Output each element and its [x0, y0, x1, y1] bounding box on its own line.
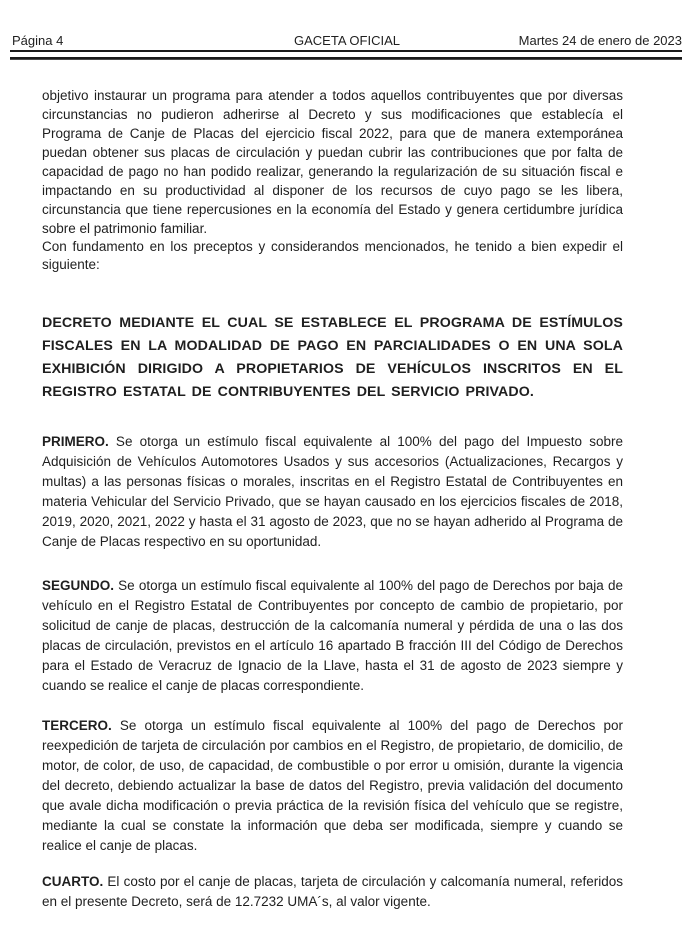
page-number: Página 4 — [12, 33, 64, 48]
document-body — [42, 86, 623, 912]
decree-title: DECRETO MEDIANTE EL CUAL SE ESTABLECE EL PROGRAMA DE ESTÍMULOS FISCALES EN LA MODALIDAD DE PAGO EN PARCIALIDADES O EN UNA SOLA EXHIBICIÓN DIRIGIDO A PROPIETARIOS DE VEHÍCULOS INSCRITOS EN EL REGISTRO ESTATAL DE CONTRIBUYENTES DEL SERVICIO PRIVADO. — [42, 315, 623, 400]
article-cuarto-lead: CUARTO. — [42, 874, 104, 889]
header-double-rule — [10, 50, 682, 59]
article-segundo-text: Se otorga un estímulo fiscal equivalente al 100% del pago de Derechos por baja de vehículo en el Registro Estatal de Contribuyentes por concepto de cambio de propietario, por solicitud de canje de placas, destrucción de la calcomanía numeral y pérdida de una o las dos placas de circulación, previstos en el artículo 16 apartado B fracción III del Código de Derechos para el Estado de Veracruz de Ignacio de la Llave, hasta el 31 de agosto de 2023 siempre y cuando se realice el canje de placas correspondiente. — [42, 578, 623, 693]
intro-paragraph: objetivo instaurar un programa para atender a todos aquellos contribuyentes que por diversas circunstancias no pudieron adherirse al Decreto y sus modificaciones que establecía el Programa de Canje de Placas del ejercicio fiscal 2022, para que de manera extemporánea puedan obtener sus placas de circulación y puedan cubrir las contribuciones que por falta de capacidad de pago no han podido realizar, generando la regularización de su situación fiscal e impactando en su productividad al disponer de los recursos de cuyo pago se les libera, circunstancia que tiene repercusiones en la economía del Estado y genera certidumbre jurídica sobre el patrimonio familiar. — [42, 88, 623, 236]
article-segundo — [42, 576, 623, 696]
gazette-title: GACETA OFICIAL — [294, 33, 400, 48]
page-header — [12, 33, 682, 49]
article-tercero — [42, 716, 623, 856]
article-cuarto — [42, 872, 623, 912]
article-tercero-text: Se otorga un estímulo fiscal equivalente al 100% del pago de Derechos por reexpedición de tarjeta de circulación por cambios en el Registro, de propietario, de domicilio, de motor, de color, de uso, de capacidad, de combustible o por error u omisión, durante la vigencia del decreto, debiendo actualizar la base de datos del Registro, previa validación del documento que avale dicha modificación o previa práctica de la revisión física del vehículo que se registre, mediante la cual se constate la información que deba ser modificada, siempre y cuando se realice el canje de placas. — [42, 718, 623, 853]
article-segundo-lead: SEGUNDO. — [42, 578, 115, 593]
article-primero-text: Se otorga un estímulo fiscal equivalente al 100% del pago del Impuesto sobre Adquisición de Vehículos Automotores Usados y sus accesorios (Actualizaciones, Recargos y multas) a las personas físicas o morales, inscritas en el Registro Estatal de Contribuyentes en materia Vehicular del Servicio Privado, que se hayan causado en los ejercicios fiscales de 2018, 2019, 2020, 2021, 2022 y hasta el 31 agosto de 2023, que no se hayan adherido al Programa de Canje de Placas respectivo en su oportunidad. — [42, 434, 623, 549]
header-date: Martes 24 de enero de 2023 — [518, 33, 682, 48]
article-primero — [42, 432, 623, 552]
article-tercero-lead: TERCERO. — [42, 718, 112, 733]
header-thin-rule — [10, 59, 682, 60]
article-cuarto-text: El costo por el canje de placas, tarjeta de circulación y calcomanía numeral, referidos en el presente Decreto, será de 12.7232 UMA´s, al valor vigente. — [42, 874, 623, 909]
preamble-paragraph: Con fundamento en los preceptos y considerandos mencionados, he tenido a bien expedir el siguiente: — [42, 239, 623, 272]
article-primero-lead: PRIMERO. — [42, 434, 109, 449]
